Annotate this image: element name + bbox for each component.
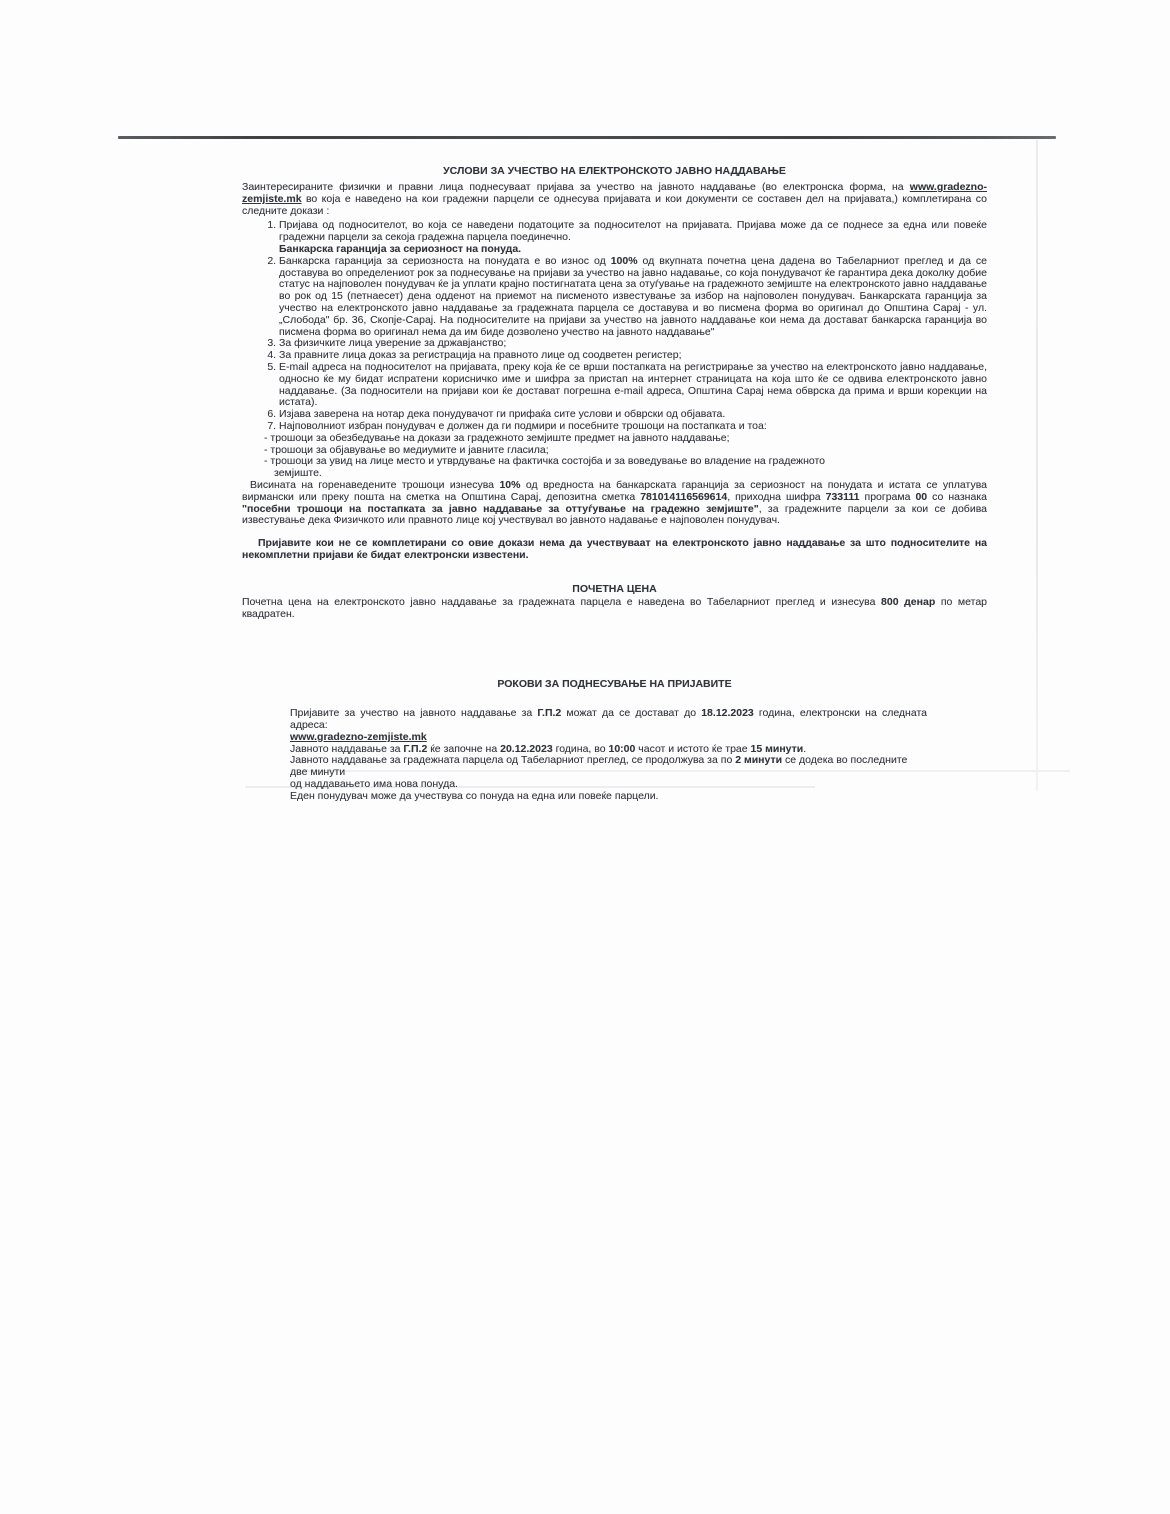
condition-line: - трошоци за обезбедување на докази за градежното земјиште предмет на јавното наддавање; bbox=[264, 431, 730, 444]
document-body bbox=[242, 165, 987, 803]
condition-line: - трошоци за објавување во медиумите и јавните гласила; bbox=[264, 443, 549, 456]
condition-line: 5. E-mail адреса на подносителот на пријавата, преку која ќе се врши постапката на регистрирање за учество на електронското јавно наддавање, односно ќе му бидат испратени корисничко име и шифра за пристап на интернет страницата на која што ќе се одвива електронското јавно наддавање. (За подносители на пријави кои ќе достават погрешна e-mail адреса, Општина Сарај нема обврска да прима и врши корекции на истата). bbox=[279, 360, 987, 409]
website-link: www.gradezno-zemjiste.mk bbox=[242, 181, 987, 205]
conditions-list bbox=[242, 220, 987, 480]
condition-line: 7. Најповолниот избран понудувач е должен да ги подмири и посебните трошоци на постапката и тоа: bbox=[279, 419, 767, 432]
document-title: УСЛОВИ ЗА УЧЕСТВО НА ЕЛЕКТРОНСКОТО ЈАВНО НАДДАВАЊЕ bbox=[443, 165, 786, 177]
deadline-line: Пријавите за учество на јавното наддавање за Г.П.2 можат да се достават до 18.12.2023 година, електронски на следната адреса: bbox=[290, 707, 927, 732]
page-top-rule bbox=[118, 136, 1056, 139]
condition-line: - трошоци за увид на лице место и утврдување на фактичка состојба и за воведување во владение на градежното bbox=[264, 455, 826, 468]
condition-line: 2. Банкарска гаранција за сериозноста на понудата е во износ од 100% од вкупната почетна цена дадена во Табеларниот преглед и да се доставува во определениот рок за поднесување на пријави за учество на јавно надавање, со која понудувачот ќе гарантира дека доколку добие статус на најповолен понудувач ќе ја уплати крајно постигнатата цена за отуѓување на градежното земјиште на електронското јавно наддавање во рок од 15 (петнаесет) дена одденот на приемот на писменото известување за избор на најповолен понудувач. Банкарската гаранција за учество на електронското јавно наддавање за градежната парцела се доставува и во писмена форма во оригинал до Општина Сарај - ул. „Слобода" бр. 36, Скопје-Сарај. На подносителите на пријави за учество на јавното наддавање кои нема да достават банкарска гаранција во писмена форма во оригинал нема да им биде дозволено учество на јавното наддавање" bbox=[279, 254, 987, 338]
condition-line: земјиште. bbox=[274, 467, 322, 480]
condition-item bbox=[264, 419, 987, 480]
intro-paragraph: Заинтересираните физички и правни лица поднесуваат пријава за учество на јавното наддавање (во електронска форма, на www.gradezno-zemjiste.mk во која е наведено на кои градежни парцели се однесува пријавата и кои документи се составен дел на пријавата,) комплетирана со следните докази : bbox=[242, 181, 987, 217]
deadline-line: Јавното наддавање за Г.П.2 ќе започне на 20.12.2023 година, во 10:00 часот и истото ќе трае 15 минути. bbox=[290, 742, 807, 755]
condition-line: 1. Пријава од подносителот, во која се наведени податоците за подносителот на пријавата. Пријава може да се поднесе за една или повеќе градежни парцели за секоја градежна парцела поединечно. bbox=[279, 219, 987, 244]
deadlines-paragraph bbox=[290, 708, 927, 802]
condition-item bbox=[279, 256, 987, 339]
deadline-line: од наддавањето има нова понуда. bbox=[290, 778, 458, 791]
condition-item bbox=[279, 362, 987, 409]
condition-line: 4. За правните лица доказ за регистрација на правното лице од соодветен регистер; bbox=[279, 349, 682, 362]
website-link: www.gradezno-zemjiste.mk bbox=[290, 730, 427, 743]
condition-line: 3. За физичките лица уверение за државјанство; bbox=[279, 337, 507, 350]
starting-price-heading: ПОЧЕТНА ЦЕНА bbox=[572, 582, 657, 595]
costs-paragraph: Висината на горенаведените трошоци изнесува 10% од вредноста на банкарската гаранција за сериозност на понудата и истата се уплатува вирмански или преку пошта на сметка на Општина Сарај, депозитна сметка 781014116569614, приходна шифра 733111 програма 00 со назнака "посебни трошоци на постапката за јавно наддавање за оттуѓување на градежно земјиште", за градежните парцели за кои се добива известување дека Физичкото или правното лице кој учествувал во јавното надавање е најповолен понудувач. bbox=[242, 478, 988, 527]
condition-item bbox=[279, 220, 987, 255]
starting-price-paragraph: Почетна цена на електронското јавно наддавање за градежната парцела е наведена во Табеларниот преглед и изнесува 800 денар по метар квадратен. bbox=[242, 595, 987, 620]
incomplete-notice-paragraph: Пријавите кои не се комплетирани со овие докази нема да учествуваат на електронското јавно наддавање за што подносителите на некомплетни пријави ќе бидат електронски известени. bbox=[242, 537, 987, 561]
scan-artifact-vertical-line bbox=[1036, 140, 1038, 791]
condition-line: 6. Изјава заверена на нотар дека понудувачот ги прифаќа сите услови и обврски од објавата. bbox=[279, 408, 726, 421]
deadline-line: Еден понудувач може да учествува со понуда на една или повеќе парцели. bbox=[290, 789, 659, 802]
condition-line: Банкарска гаранција за сериозност на понуда. bbox=[279, 242, 522, 255]
deadlines-heading: РОКОВИ ЗА ПОДНЕСУВАЊЕ НА ПРИЈАВИТЕ bbox=[497, 678, 732, 691]
deadline-line: Јавното наддавање за градежната парцела од Табеларниот преглед, се продолжува за по 2 минути се додека во последните две минути bbox=[290, 754, 908, 779]
